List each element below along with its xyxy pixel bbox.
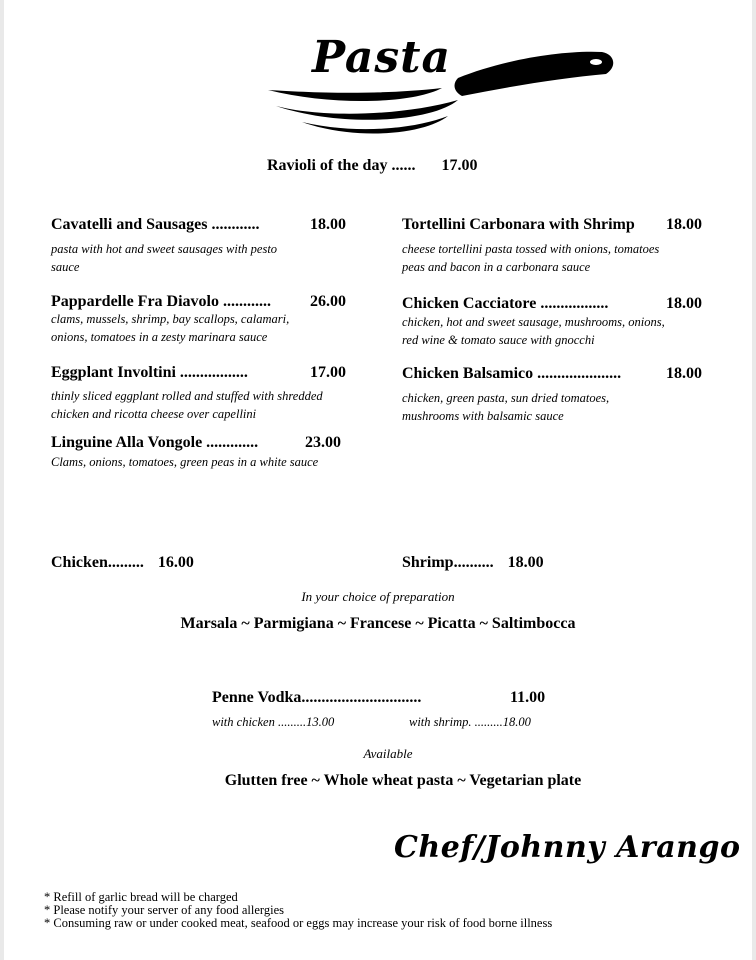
menu-item-price: 18.00 <box>310 216 346 233</box>
menu-item-price: 18.00 <box>666 295 702 312</box>
available-label: Available <box>363 746 413 761</box>
menu-item-price: 26.00 <box>310 293 346 310</box>
page-edge-right <box>752 0 756 960</box>
penne-with-chicken: with chicken .........13.00 <box>212 715 335 729</box>
menu-item-price: 11.00 <box>510 689 546 706</box>
menu-item-name: Eggplant Involtini ................. <box>51 364 248 381</box>
footnotes <box>44 891 552 930</box>
menu-item-name: Linguine Alla Vongole ............. <box>51 434 259 451</box>
protein-price: 18.00 <box>507 554 544 571</box>
preparation-list: Marsala ~ Parmigiana ~ Francese ~ Picatta ~ Saltimbocca <box>180 615 576 632</box>
page-title: Pasta <box>312 32 452 83</box>
protein-chicken <box>51 554 194 572</box>
special-price: 17.00 <box>441 157 478 174</box>
menu-item-desc: clams, mussels, shrimp, bay scallops, calamari, onions, tomatoes in a zesty marinara sauce <box>51 312 290 344</box>
menu-item-desc: cheese tortellini pasta tossed with onions, tomatoes peas and bacon in a carbonara sauce <box>402 242 660 274</box>
menu-item-desc: thinly sliced eggplant rolled and stuffed with shredded chicken and ricotta cheese over capellini <box>51 389 323 421</box>
menu-item-name: Tortellini Carbonara with Shrimp <box>402 216 635 233</box>
menu-item-balsamico <box>402 365 621 383</box>
protein-label: Chicken......... <box>51 554 144 571</box>
menu-item-eggplant <box>51 364 248 382</box>
menu-item-tortellini <box>402 216 635 234</box>
menu-item-desc: Clams, onions, tomatoes, green peas in a white sauce <box>51 455 319 469</box>
menu-item-desc: chicken, green pasta, sun dried tomatoes, mushrooms with balsamic sauce <box>402 391 610 423</box>
menu-item-cavatelli <box>51 216 259 234</box>
footnote: * Please notify your server of any food allergies <box>44 903 284 917</box>
choice-note: In your choice of preparation <box>301 589 455 604</box>
menu-item-name: Cavatelli and Sausages ............ <box>51 216 260 233</box>
menu-item-penne-vodka <box>212 689 421 707</box>
menu-item-name: Penne Vodka.............................. <box>212 689 422 706</box>
menu-item-cacciatore <box>402 295 608 313</box>
special-item <box>267 157 477 175</box>
pasta-logo <box>262 30 622 140</box>
penne-with-shrimp: with shrimp. .........18.00 <box>409 715 531 729</box>
menu-item-price: 23.00 <box>305 434 341 451</box>
menu-item-desc: chicken, hot and sweet sausage, mushrooms, onions, red wine & tomato sauce with gnocchi <box>402 315 665 347</box>
menu-item-price: 18.00 <box>666 216 702 233</box>
menu-item-price: 17.00 <box>310 364 346 381</box>
protein-label: Shrimp.......... <box>402 554 494 571</box>
special-label: Ravioli of the day ...... <box>267 157 416 174</box>
menu-item-pappardelle <box>51 293 271 311</box>
menu-item-linguine <box>51 434 258 452</box>
available-options: Glutten free ~ Whole wheat pasta ~ Vegetarian plate <box>224 772 582 789</box>
protein-price: 16.00 <box>157 554 194 571</box>
page-edge-left <box>0 0 4 960</box>
menu-item-name: Chicken Balsamico ..................... <box>402 365 622 382</box>
menu-item-desc: pasta with hot and sweet sausages with pesto sauce <box>51 242 278 274</box>
footnote: * Consuming raw or under cooked meat, seafood or eggs may increase your risk of food borne illness <box>44 916 553 930</box>
menu-item-name: Chicken Cacciatore ................. <box>402 295 609 312</box>
protein-shrimp <box>402 554 544 572</box>
menu-item-price: 18.00 <box>666 365 702 382</box>
footnote: * Refill of garlic bread will be charged <box>44 890 238 904</box>
menu-item-name: Pappardelle Fra Diavolo ............ <box>51 293 271 310</box>
chef-signature: Chef/Johnny Arango <box>394 830 741 865</box>
